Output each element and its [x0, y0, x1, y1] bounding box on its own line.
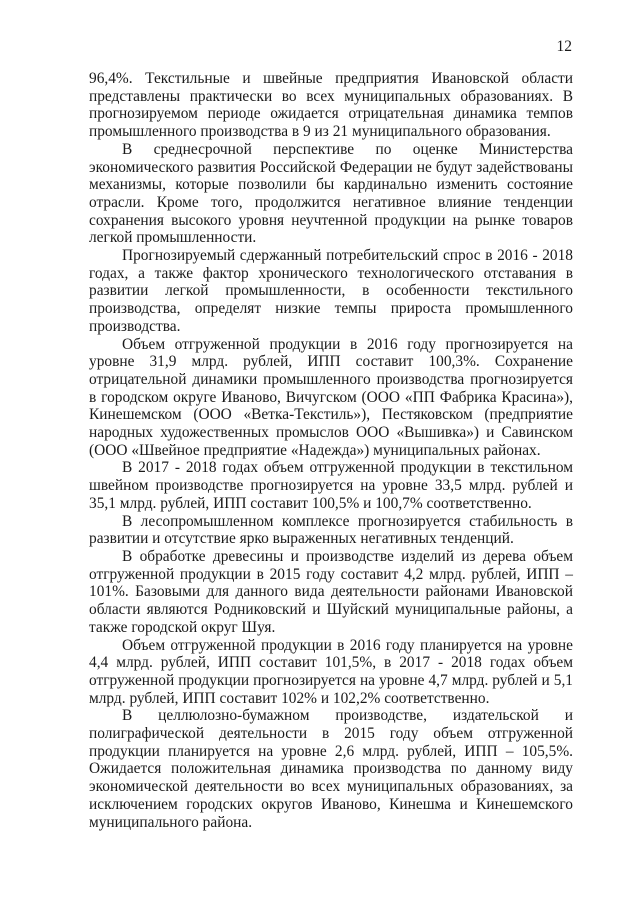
paragraph: Объем отгруженной продукции в 2016 году планируется на уровне 4,4 млрд. рублей, ИПП составит 101,5%, в 2017 - 2018 годах объем отгруженной продукции прогнозируется на уровне 4,7 млрд. рублей и 5,1 млрд. рублей, ИПП составит 102% и 102,2% соответственно. — [89, 636, 573, 707]
document-body — [89, 70, 573, 831]
paragraph-continued: 96,4%. Текстильные и швейные предприятия Ивановской области представлены практически во всех муниципальных образованиях. В прогнозируемом периоде ожидается отрицательная динамика темпов промышленного производства в 9 из 21 муниципального образования. — [89, 70, 573, 141]
paragraph: В обработке древесины и производстве изделий из дерева объем отгруженной продукции в 2015 году составит 4,2 млрд. рублей, ИПП – 101%. Базовыми для данного вида деятельности районами Ивановской области являются Родниковский и Шуйский муниципальные районы, а также городской округ Шуя. — [89, 547, 573, 636]
paragraph: В целлюлозно-бумажном производстве, издательской и полиграфической деятельности в 2015 году объем отгруженной продукции планируется на уровне 2,6 млрд. рублей, ИПП – 105,5%. Ожидается положительная динамика производства по данному виду экономической деятельности во всех муниципальных образованиях, за исключением городских округов Иваново, Кинешма и Кинешемского муниципального района. — [89, 707, 573, 831]
paragraph: В среднесрочной перспективе по оценке Министерства экономического развития Российской Федерации не будут задействованы механизмы, которые позволили бы кардинально изменить состояние отрасли. Кроме того, продолжится негативное влияние тенденции сохранения высокого уровня неучтенной продукции на рынке товаров легкой промышленности. — [89, 140, 573, 247]
page-number: 12 — [556, 38, 572, 55]
paragraph: Прогнозируемый сдержанный потребительский спрос в 2016 - 2018 годах, а также фактор хронического технологического отставания в развитии легкой промышленности, в особенности текстильного производства, определят низкие темпы прироста промышленного производства. — [89, 247, 573, 335]
paragraph: Объем отгруженной продукции в 2016 году прогнозируется на уровне 31,9 млрд. рублей, ИПП составит 100,3%. Сохранение отрицательной динамики промышленного производства прогнозируется в городском округе Иваново, Вичугском (ООО «ПП Фабрика Красина»), Кинешемском (ООО «Ветка-Текстиль»), Пестяковском (предприятие народных художественных промыслов ООО «Вышивка») и Савинском (ООО «Швейное предприятие «Надежда») муниципальных районах. — [89, 335, 573, 459]
paragraph: В 2017 - 2018 годах объем отгруженной продукции в текстильном швейном производстве прогнозируется на уровне 33,5 млрд. рублей и 35,1 млрд. рублей, ИПП составит 100,5% и 100,7% соответственно. — [89, 459, 573, 512]
paragraph: В лесопромышленном комплексе прогнозируется стабильность в развитии и отсутствие ярко выраженных негативных тенденций. — [89, 512, 573, 548]
